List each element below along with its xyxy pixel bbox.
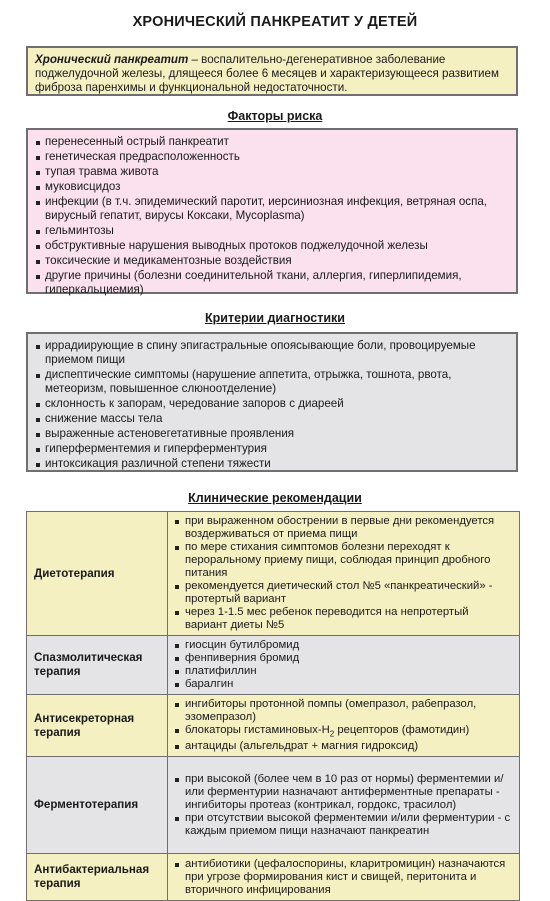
table-row xyxy=(27,512,520,636)
risk-factors-heading: Факторы риска xyxy=(227,109,323,123)
list-item: обструктивные нарушения выводных протоков поджелудочной железы xyxy=(36,239,510,253)
diagnostics-box xyxy=(26,332,518,472)
list-item xyxy=(175,724,514,740)
list-item: антациды (альгельдрат + магния гидроксид) xyxy=(175,740,514,753)
list-item: токсические и медикаментозные воздействия xyxy=(36,254,510,268)
list-item: тупая травма живота xyxy=(36,165,510,179)
list-item: иррадиирующие в спину эпигастральные опоясывающие боли, провоцируемые приемом пищи xyxy=(36,339,510,367)
list-item: выраженные астеновегетативные проявления xyxy=(36,427,510,441)
list-item: снижение массы тела xyxy=(36,412,510,426)
recommendations-heading: Клинические рекомендации xyxy=(188,491,362,505)
risk-factors-list xyxy=(36,135,510,297)
row-label: Ферментотерапия xyxy=(27,757,168,854)
list-item: гиосцин бутилбромид xyxy=(175,639,514,652)
row-content xyxy=(168,854,520,901)
table-row xyxy=(27,695,520,757)
list-item: перенесенный острый панкреатит xyxy=(36,135,510,149)
list-item: гиперферментемия и гиперферментурия xyxy=(36,442,510,456)
table-row xyxy=(27,757,520,854)
row-label: Антисекреторная терапия xyxy=(27,695,168,757)
list-item: диспептические симптомы (нарушение аппетита, отрыжка, тошнота, рвота, метеоризм, повышенное слюноотделение) xyxy=(36,368,510,396)
row-content xyxy=(168,695,520,757)
list-item: фенпиверния бромид xyxy=(175,652,514,665)
list-item: другие причины (болезни соединительной ткани, аллергия, гиперлипидемия, гиперкальциемия) xyxy=(36,269,510,297)
page-title: ХРОНИЧЕСКИЙ ПАНКРЕАТИТ У ДЕТЕЙ xyxy=(132,14,418,30)
row-content xyxy=(168,757,520,854)
list-item: платифиллин xyxy=(175,665,514,678)
list-item: антибиотики (цефалоспорины, кларитромицин) назначаются при угрозе формирования кист и свищей, перитонита и вторичного инфицирования xyxy=(175,858,514,897)
row-label: Спазмолитическая терапия xyxy=(27,636,168,695)
list-item: муковисцидоз xyxy=(36,180,510,194)
list-item: баралгин xyxy=(175,678,514,691)
row-label: Антибактериальная терапия xyxy=(27,854,168,901)
list-item: через 1-1.5 мес ребенок переводится на непротертый вариант диеты №5 xyxy=(175,606,514,632)
list-item: генетическая предрасположенность xyxy=(36,150,510,164)
h2-blocker-text: блокаторы гистаминовых-Н xyxy=(185,724,330,736)
list-item: рекомендуется диетический стол №5 «панкреатический» - протертый вариант xyxy=(175,580,514,606)
list-item: гельминтозы xyxy=(36,224,510,238)
definition-box xyxy=(26,46,518,96)
definition-text: – воспалительно-дегенеративное заболевание поджелудочной железы, длящееся более 6 месяцев и характеризующееся развитием фиброза паренхимы и функциональной недостаточности. xyxy=(35,53,499,94)
h2-blocker-tail: рецепторов (фамотидин) xyxy=(334,724,470,736)
list-item: при выраженном обострении в первые дни рекомендуется воздерживаться от приема пищи xyxy=(175,515,514,541)
diagnostics-list xyxy=(36,339,510,471)
row-content xyxy=(168,512,520,636)
list-item: по мере стихания симптомов болезни переходят к пероральному приему пищи, соблюдая принцип дробного питания xyxy=(175,541,514,580)
list-item: инфекции (в т.ч. эпидемический паротит, иерсиниозная инфекция, ветряная оспа, вирусный гепатит, вирусы Коксаки, Mycoplasma) xyxy=(36,195,510,223)
risk-factors-box xyxy=(26,128,518,294)
list-item: при отсутствии высокой ферментемии и/или ферментурии - с каждым приемом пищи назначают панкреатин xyxy=(175,812,514,838)
row-label: Диетотерапия xyxy=(27,512,168,636)
table-row xyxy=(27,854,520,901)
recommendations-table xyxy=(26,511,520,901)
definition-term: Хронический панкреатит xyxy=(35,53,189,66)
diagnostics-heading: Критерии диагностики xyxy=(205,311,345,325)
table-row xyxy=(27,636,520,695)
row-content xyxy=(168,636,520,695)
list-item: склонность к запорам, чередование запоров с диареей xyxy=(36,397,510,411)
h2-subscript: 2 xyxy=(329,729,335,739)
list-item: при высокой (более чем в 10 раз от нормы) ферментемии и/или ферментурии назначают антиферментные препараты - ингибиторы протеаз (контрикал, гордокс, трасилол) xyxy=(175,773,514,812)
list-item: интоксикация различной степени тяжести xyxy=(36,457,510,471)
list-item: ингибиторы протонной помпы (омепразол, рабепразол, эзомепразол) xyxy=(175,698,514,724)
